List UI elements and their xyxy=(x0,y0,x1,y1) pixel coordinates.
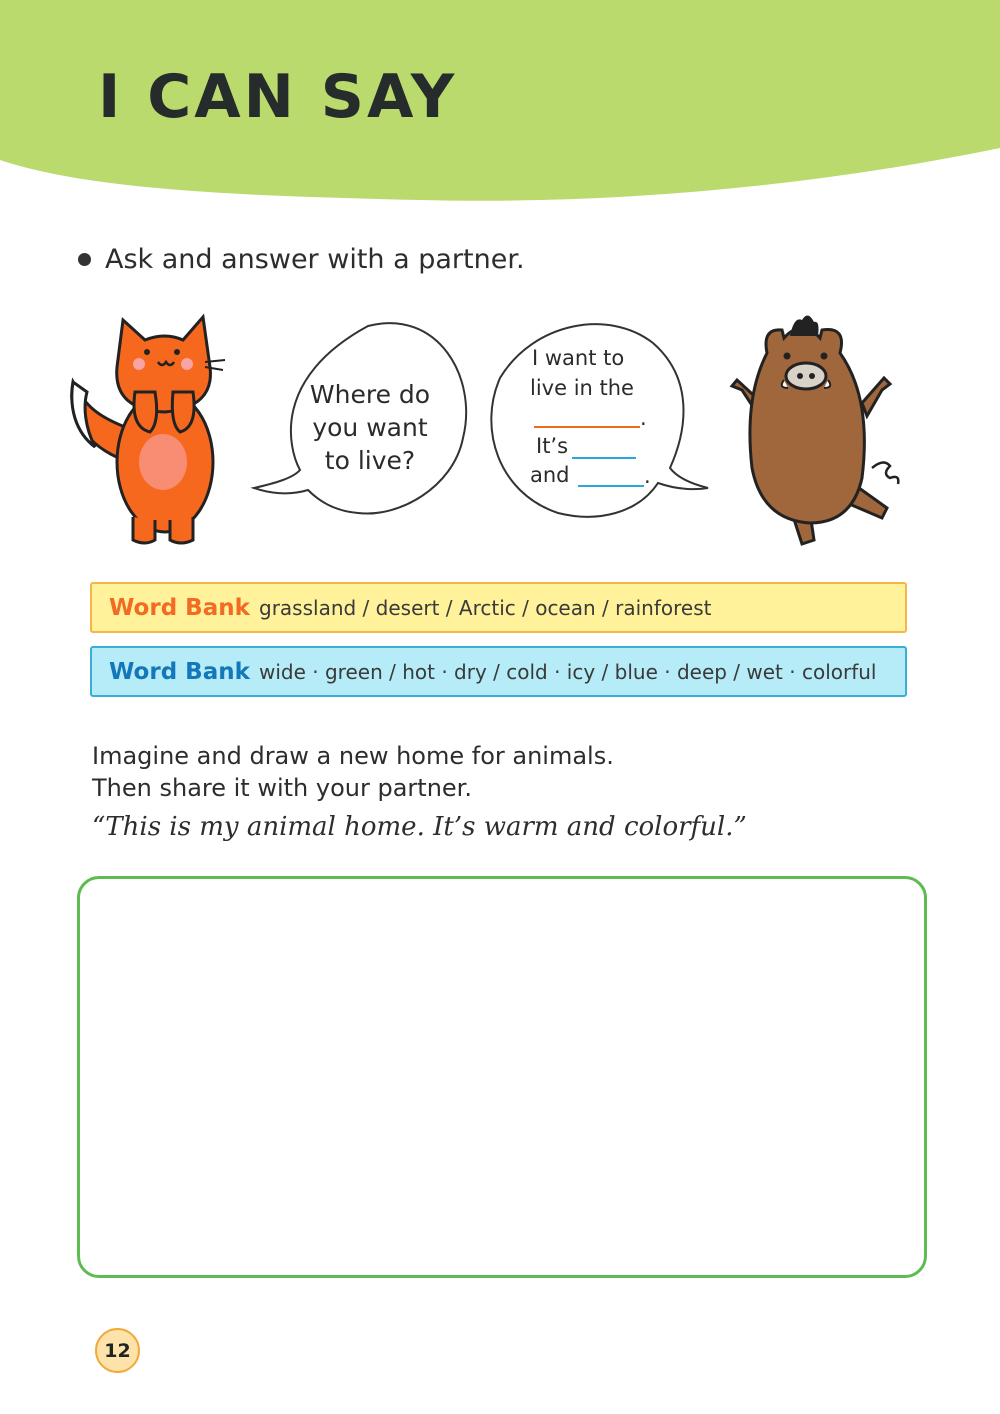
instruction-text: Ask and answer with a partner. xyxy=(105,244,525,275)
question-line: Where do xyxy=(309,380,431,409)
word-bank-places xyxy=(90,582,907,633)
word-bank-adjectives xyxy=(90,646,907,697)
answer-period: . xyxy=(640,406,647,430)
question-line: to live? xyxy=(324,446,416,475)
page-title: I CAN SAY xyxy=(98,62,458,132)
task-line: Imagine and draw a new home for animals. xyxy=(92,742,614,770)
example-quote: “This is my animal home. It’s warm and colorful.” xyxy=(92,812,747,842)
answer-period: . xyxy=(644,464,651,488)
answer-line: I want to xyxy=(532,346,625,370)
answer-line: and xyxy=(530,463,570,487)
question-line: you want xyxy=(312,413,428,442)
task-line: Then share it with your partner. xyxy=(92,774,472,802)
fox-character-icon xyxy=(55,312,260,552)
drawing-area[interactable] xyxy=(77,876,927,1278)
answer-blank xyxy=(534,426,640,428)
word-bank-label: Word Bank xyxy=(109,594,250,621)
boar-character-icon xyxy=(722,308,912,553)
question-bubble xyxy=(282,378,458,477)
word-bank-words: wide · green / hot · dry / cold · icy / blue · deep / wet · colorful xyxy=(259,659,877,684)
answer-blank xyxy=(578,485,644,487)
word-bank-words: grassland / desert / Arctic / ocean / rainforest xyxy=(259,595,712,620)
task-instructions xyxy=(92,740,614,804)
bullet-icon xyxy=(78,253,91,266)
page-number: 12 xyxy=(95,1328,140,1373)
word-bank-label: Word Bank xyxy=(109,658,250,685)
instruction xyxy=(78,244,525,275)
answer-blank xyxy=(572,457,636,459)
answer-line: It’s xyxy=(536,434,569,458)
answer-line: live in the xyxy=(530,376,634,400)
